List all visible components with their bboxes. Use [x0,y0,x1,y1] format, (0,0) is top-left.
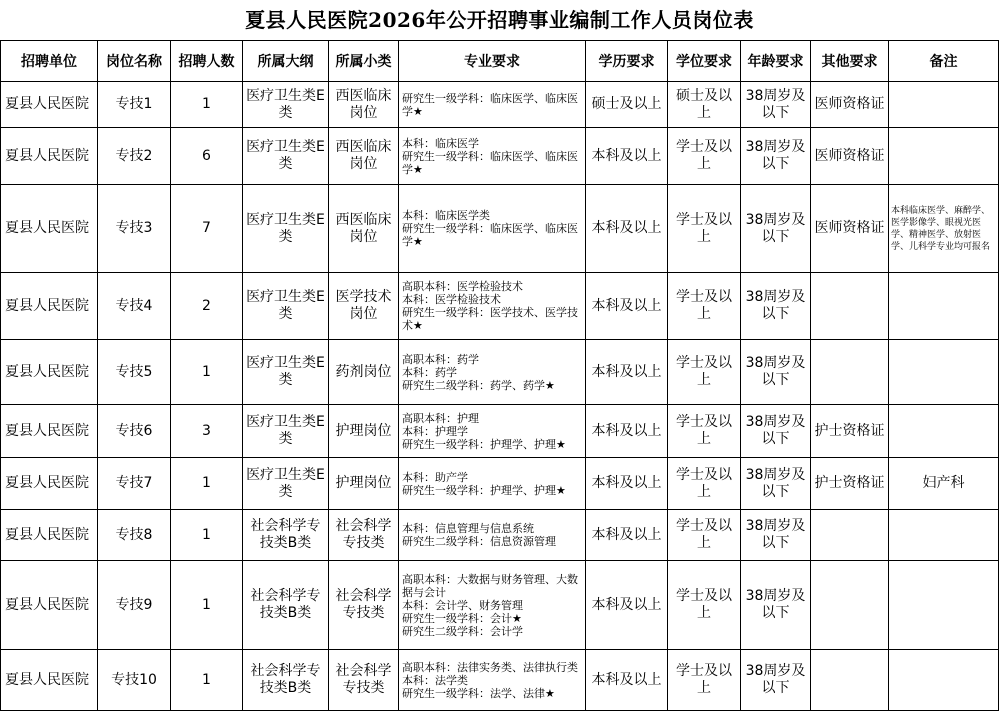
cell-education: 本科及以上 [586,340,668,405]
header-other: 其他要求 [811,41,889,82]
cell-subclass: 社会科学专技类 [329,561,399,650]
major-line: 研究生一级学科：医学技术、医学技术★ [402,306,578,332]
header-row [1,41,999,82]
table-body [1,82,999,711]
cell-other [811,510,889,561]
cell-subclass: 西医临床岗位 [329,185,399,273]
header-post: 岗位名称 [98,41,171,82]
cell-count: 1 [171,82,243,128]
cell-count: 7 [171,185,243,273]
cell-count: 1 [171,510,243,561]
cell-major [399,650,586,711]
cell-major [399,405,586,458]
cell-post: 专技8 [98,510,171,561]
major-line: 高职本科：医学检验技术 [402,280,523,293]
major-line: 研究生二级学科：会计学 [402,624,523,638]
major-line: 研究生一级学科：护理学、护理★ [402,437,566,451]
table-row [1,405,999,458]
cell-subclass: 护理岗位 [329,458,399,510]
table-row [1,561,999,650]
cell-note [889,128,999,185]
table-row [1,650,999,711]
header-education: 学历要求 [586,41,668,82]
cell-degree: 学士及以上 [668,405,741,458]
cell-unit: 夏县人民医院 [1,340,98,405]
cell-post: 专技2 [98,128,171,185]
cell-note [889,340,999,405]
cell-other: 医师资格证 [811,185,889,273]
major-line: 研究生一级学科：会计★ [402,611,522,625]
table-row [1,128,999,185]
cell-outline: 医疗卫生类E类 [243,458,329,510]
cell-education: 本科及以上 [586,185,668,273]
major-line: 本科：护理学 [402,424,468,438]
cell-other: 护士资格证 [811,458,889,510]
cell-education: 本科及以上 [586,561,668,650]
cell-unit: 夏县人民医院 [1,458,98,510]
cell-degree: 学士及以上 [668,128,741,185]
cell-subclass: 药剂岗位 [329,340,399,405]
cell-degree: 学士及以上 [668,650,741,711]
cell-degree: 学士及以上 [668,510,741,561]
cell-count: 6 [171,128,243,185]
positions-table [0,40,999,711]
cell-education: 本科及以上 [586,458,668,510]
header-major: 专业要求 [399,41,586,82]
cell-post: 专技6 [98,405,171,458]
cell-age: 38周岁及以下 [741,185,811,273]
header-unit: 招聘单位 [1,41,98,82]
cell-outline: 医疗卫生类E类 [243,185,329,273]
header-note: 备注 [889,41,999,82]
major-line: 高职本科：药学 [402,352,479,366]
cell-other: 医师资格证 [811,82,889,128]
major-line: 本科：医学检验技术 [402,293,501,306]
cell-post: 专技1 [98,82,171,128]
cell-unit: 夏县人民医院 [1,650,98,711]
header-subclass: 所属小类 [329,41,399,82]
major-line: 研究生一级学科：临床医学、临床医学★ [402,222,578,248]
page-title: 夏县人民医院2026年公开招聘事业编制工作人员岗位表 [245,8,754,32]
cell-education: 本科及以上 [586,650,668,711]
table-row [1,82,999,128]
cell-unit: 夏县人民医院 [1,405,98,458]
major-line: 研究生一级学科：护理学、护理★ [402,483,566,497]
cell-major [399,510,586,561]
major-line: 高职本科：护理 [402,411,479,425]
cell-post: 专技4 [98,273,171,340]
cell-age: 38周岁及以下 [741,82,811,128]
cell-age: 38周岁及以下 [741,561,811,650]
cell-major [399,273,586,340]
major-line: 研究生二级学科：药学、药学★ [402,378,555,392]
cell-age: 38周岁及以下 [741,650,811,711]
cell-age: 38周岁及以下 [741,510,811,561]
cell-post: 专技10 [98,650,171,711]
cell-note [889,82,999,128]
cell-education: 硕士及以上 [586,82,668,128]
cell-age: 38周岁及以下 [741,458,811,510]
cell-outline: 社会科学专技类B类 [243,561,329,650]
major-line: 高职本科：法律实务类、法律执行类 [402,660,578,674]
cell-outline: 医疗卫生类E类 [243,82,329,128]
table-row [1,458,999,510]
cell-other: 医师资格证 [811,128,889,185]
cell-subclass: 西医临床岗位 [329,128,399,185]
major-line: 本科：会计学、财务管理 [402,598,523,612]
cell-subclass: 社会科学专技类 [329,510,399,561]
cell-major [399,340,586,405]
cell-outline: 医疗卫生类E类 [243,405,329,458]
major-line: 研究生二级学科：信息资源管理 [402,535,556,548]
cell-age: 38周岁及以下 [741,273,811,340]
cell-note: 妇产科 [889,458,999,510]
cell-post: 专技9 [98,561,171,650]
cell-degree: 学士及以上 [668,185,741,273]
header-age: 年龄要求 [741,41,811,82]
cell-other [811,273,889,340]
table-row [1,185,999,273]
cell-degree: 学士及以上 [668,458,741,510]
cell-post: 专技7 [98,458,171,510]
cell-subclass: 西医临床岗位 [329,82,399,128]
cell-count: 1 [171,458,243,510]
cell-count: 2 [171,273,243,340]
cell-major [399,561,586,650]
major-line: 本科：药学 [402,365,457,379]
cell-age: 38周岁及以下 [741,405,811,458]
cell-education: 本科及以上 [586,405,668,458]
major-line: 研究生一级学科：临床医学、临床医学★ [402,149,578,176]
major-line: 高职本科：大数据与财务管理、大数据与会计 [402,572,578,599]
major-line: 本科：临床医学 [402,136,479,150]
cell-education: 本科及以上 [586,128,668,185]
cell-note [889,650,999,711]
cell-degree: 学士及以上 [668,273,741,340]
cell-degree: 学士及以上 [668,561,741,650]
major-line: 研究生一级学科：法学、法律★ [402,686,555,700]
major-line: 本科：法学类 [402,673,468,687]
cell-note [889,405,999,458]
cell-major [399,458,586,510]
cell-note: 本科临床医学、麻醉学、医学影像学、眼视光医学、精神医学、放射医学、儿科学专业均可报名 [889,185,999,273]
major-line: 本科：临床医学类 [402,209,490,222]
cell-unit: 夏县人民医院 [1,82,98,128]
cell-count: 3 [171,405,243,458]
cell-outline: 医疗卫生类E类 [243,340,329,405]
cell-major [399,128,586,185]
major-line: 本科：信息管理与信息系统 [402,522,534,535]
cell-degree: 硕士及以上 [668,82,741,128]
cell-age: 38周岁及以下 [741,340,811,405]
cell-subclass: 护理岗位 [329,405,399,458]
cell-unit: 夏县人民医院 [1,273,98,340]
table-row [1,510,999,561]
cell-outline: 医疗卫生类E类 [243,128,329,185]
header-count: 招聘人数 [171,41,243,82]
cell-age: 38周岁及以下 [741,128,811,185]
major-line: 本科：助产学 [402,470,468,484]
cell-count: 1 [171,340,243,405]
cell-other [811,650,889,711]
cell-unit: 夏县人民医院 [1,185,98,273]
major-line: 研究生一级学科：临床医学、临床医学★ [402,91,578,118]
cell-count: 1 [171,650,243,711]
cell-outline: 医疗卫生类E类 [243,273,329,340]
cell-major [399,185,586,273]
cell-post: 专技3 [98,185,171,273]
cell-subclass: 医学技术岗位 [329,273,399,340]
cell-outline: 社会科学专技类B类 [243,510,329,561]
cell-other: 护士资格证 [811,405,889,458]
cell-outline: 社会科学专技类B类 [243,650,329,711]
cell-education: 本科及以上 [586,273,668,340]
cell-note [889,510,999,561]
cell-subclass: 社会科学专技类 [329,650,399,711]
table-row [1,340,999,405]
cell-unit: 夏县人民医院 [1,128,98,185]
cell-count: 1 [171,561,243,650]
cell-note [889,561,999,650]
header-degree: 学位要求 [668,41,741,82]
cell-degree: 学士及以上 [668,340,741,405]
header-outline: 所属大纲 [243,41,329,82]
cell-other [811,561,889,650]
cell-education: 本科及以上 [586,510,668,561]
cell-unit: 夏县人民医院 [1,561,98,650]
cell-other [811,340,889,405]
cell-post: 专技5 [98,340,171,405]
cell-major [399,82,586,128]
cell-unit: 夏县人民医院 [1,510,98,561]
table-row [1,273,999,340]
cell-note [889,273,999,340]
